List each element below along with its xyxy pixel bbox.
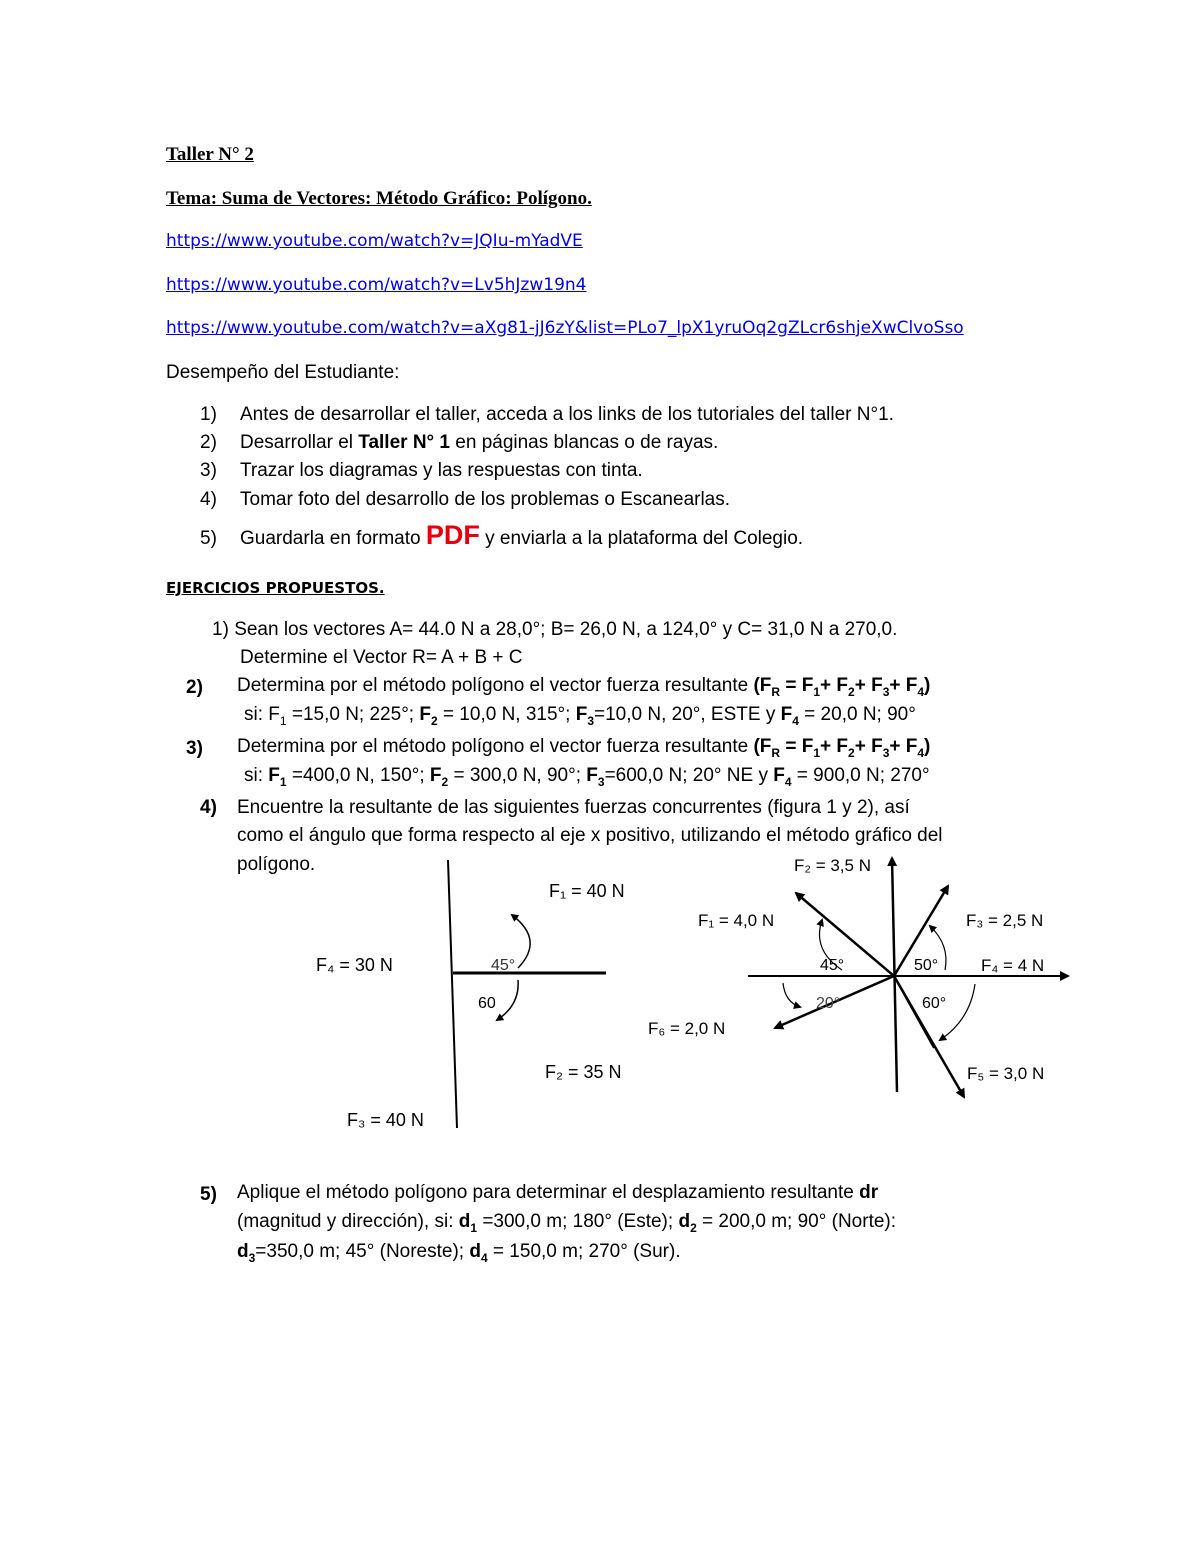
desempeno-heading: Desempeño del Estudiante:: [166, 362, 400, 383]
fig1-label-f4: F₄ = 30 N: [316, 955, 393, 975]
ejercicio-2-data: si: $F_1 =15,0$ N; 225°; $F_2 = 10,0$ N, 315°; $F_3=10,0$ N, 20°, ESTE y $F_4 = 20,0$ N; 90°: [244, 704, 916, 728]
fig2-vector-f1: [796, 893, 894, 976]
tema-title: Tema: Suma de Vectores: Método Gráfico: Polígono.: [166, 188, 592, 209]
fig1-vertical-line: [448, 860, 457, 1128]
fig2-angle-45: 45°: [820, 957, 845, 974]
fig1-label-f2: F₂ = 35 N: [545, 1062, 622, 1082]
fig2-label-f2: F₂ = 3,5 N: [794, 856, 871, 875]
youtube-link-2[interactable]: https://www.youtube.com/watch?v=Lv5hJzw19n4: [166, 275, 587, 295]
ejercicio-4-line1: Encuentre la resultante de las siguientes fuerzas concurrentes (figura 1 y 2), así: [237, 797, 910, 818]
youtube-link-3[interactable]: https://www.youtube.com/watch?v=aXg81-jJ6zY&list=PLo7_lpX1yruOq2gZLcr6shjeXwClvoSso: [166, 318, 964, 338]
desempeno-item-2: 2) Desarrollar el Taller N° 1 en páginas blancas o de rayas.: [200, 432, 719, 453]
ejercicio-3-number: 3): [186, 738, 203, 759]
fig2-label-f5: F₅ = 3,0 N: [967, 1064, 1045, 1083]
pdf-label: PDF: [425, 520, 480, 550]
ejercicio-4-line2: como el ángulo que forma respecto al eje x positivo, utilizando el método gráfico del: [237, 825, 943, 846]
fig1-angle-45: 45°: [491, 957, 516, 974]
ejercicio-5-line2: (magnitud y dirección), si: $d_1 =300,0$ m; 180° (Este); $d_2 = 200,0$ m; 90° (Norte):: [237, 1211, 897, 1235]
fig1-label-f3: F₃ = 40 N: [347, 1110, 424, 1130]
ejercicio-2-number: 2): [186, 677, 203, 698]
desempeno-item-3: 3) Trazar los diagramas y las respuestas con tinta.: [200, 460, 643, 481]
fig1-label-f1: F₁ = 40 N: [549, 881, 625, 901]
ejercicios-heading: EJERCICIOS PROPUESTOS.: [166, 579, 385, 597]
fig2-label-f6: F₆ = 2,0 N: [648, 1019, 726, 1038]
ejercicio-4-number: 4): [200, 797, 217, 818]
taller-title: Taller N° 2: [166, 144, 254, 165]
youtube-link-1[interactable]: https://www.youtube.com/watch?v=JQIu-mYadVE: [166, 231, 583, 251]
ejercicio-2: Determina por el método polígono el vector fuerza resultante $(F_R = F_1+ F_2+ F_3+ F_4)$: [237, 675, 931, 699]
desempeno-item-5: 5) Guardarla en formato PDF y enviarla a la plataforma del Colegio.: [200, 520, 804, 550]
fig2-arc-20: [783, 983, 800, 1007]
ejercicio-5-line1: Aplique el método polígono para determinar el desplazamiento resultante dr: [237, 1182, 879, 1203]
fig2-label-f1: F₁ = 4,0 N: [698, 911, 775, 930]
ejercicio-1-line2: Determine el Vector R= A + B + C: [240, 647, 523, 668]
fig2-angle-50: 50°: [914, 957, 939, 974]
ejercicio-3: Determina por el método polígono el vector fuerza resultante $(F_R = F_1+ F_2+ F_3+ F_4)$: [237, 736, 931, 760]
desempeno-item-1: 1) Antes de desarrollar el taller, acceda a los links de los tutoriales del taller N°1.: [200, 404, 894, 425]
fig1-angle-60: 60: [478, 995, 496, 1012]
ejercicio-3-data: si: $F_1 =400,0$ N, 150°; $F_2 = 300,0$ N, 90°; $F_3=600,0$ N; 20° NE y $F_4 = 900,0$ N; 270°: [244, 765, 930, 789]
fig2-angle-20: 20°: [816, 995, 841, 1012]
fig2-label-f3: F₃ = 2,5 N: [966, 911, 1044, 930]
ejercicio-4-line3: polígono.: [237, 854, 316, 875]
ejercicio-5-line3: $d_3=350,0$ m; 45° (Noreste); $d_4 = 150,0$ m; 270° (Sur).: [237, 1241, 681, 1265]
fig1-angle-arc-down: [497, 980, 518, 1020]
fig2-angle-60: 60°: [922, 995, 947, 1012]
ejercicio-1: 1) Sean los vectores A= 44.0 N a 28,0°; B= 26,0 N, a 124,0° y C= 31,0 N a 270,0.: [212, 619, 898, 640]
desempeno-item-4: 4) Tomar foto del desarrollo de los problemas o Escanearlas.: [200, 489, 731, 510]
fig2-label-f4: F₄ = 4 N: [981, 956, 1045, 975]
ejercicio-5-number: 5): [200, 1184, 217, 1205]
